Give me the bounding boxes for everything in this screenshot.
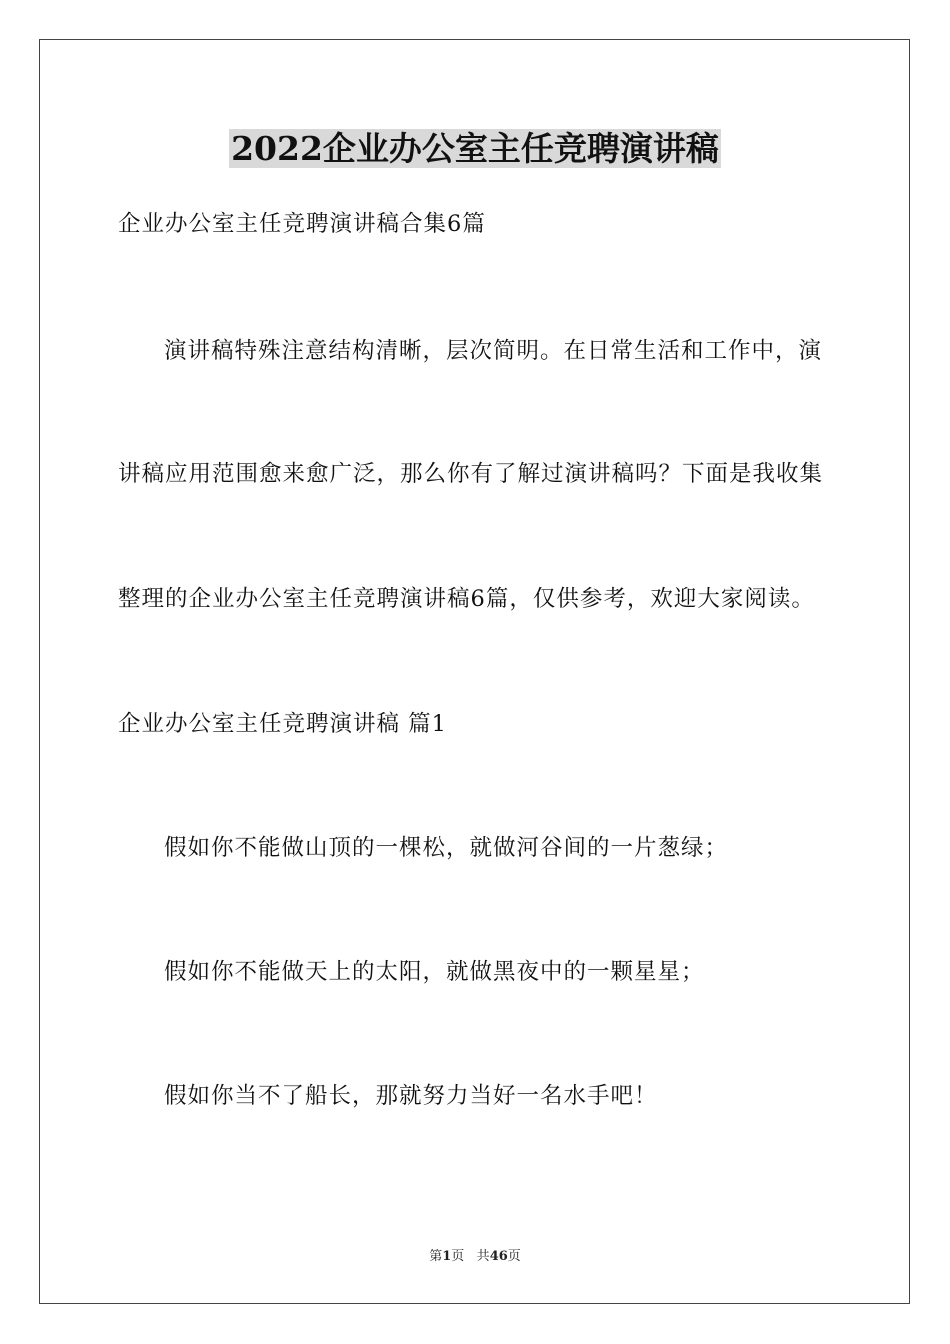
section-line-1: 假如你不能做山顶的一棵松，就做河谷间的一片葱绿； (164, 835, 729, 861)
intro-line-2: 讲稿应用范围愈来愈广泛，那么你有了解过演讲稿吗？下面是我收集 (118, 461, 824, 487)
intro-line-1: 演讲稿特殊注意结构清晰，层次简明。在日常生活和工作中，演 (164, 338, 823, 364)
footer-page-suffix: 页 (451, 1249, 465, 1264)
footer-total-pages: 46 (489, 1249, 508, 1264)
footer-page-number: 1 (442, 1249, 452, 1264)
page-footer (0, 1248, 950, 1266)
intro-line-3: 整理的企业办公室主任竞聘演讲稿6篇，仅供参考，欢迎大家阅读。 (118, 586, 815, 612)
footer-total-suffix: 页 (507, 1249, 521, 1264)
document-title (0, 127, 950, 171)
section-line-3: 假如你当不了船长，那就努力当好一名水手吧！ (164, 1083, 658, 1109)
section-heading: 企业办公室主任竞聘演讲稿 篇1 (118, 711, 447, 737)
footer-total-prefix: 共 (476, 1249, 490, 1264)
footer-page-prefix: 第 (429, 1249, 443, 1264)
document-title-text: 2022企业办公室主任竞聘演讲稿 (231, 129, 719, 168)
section-line-2: 假如你不能做天上的太阳，就做黑夜中的一颗星星； (164, 959, 705, 985)
document-subtitle: 企业办公室主任竞聘演讲稿合集6篇 (118, 211, 486, 237)
